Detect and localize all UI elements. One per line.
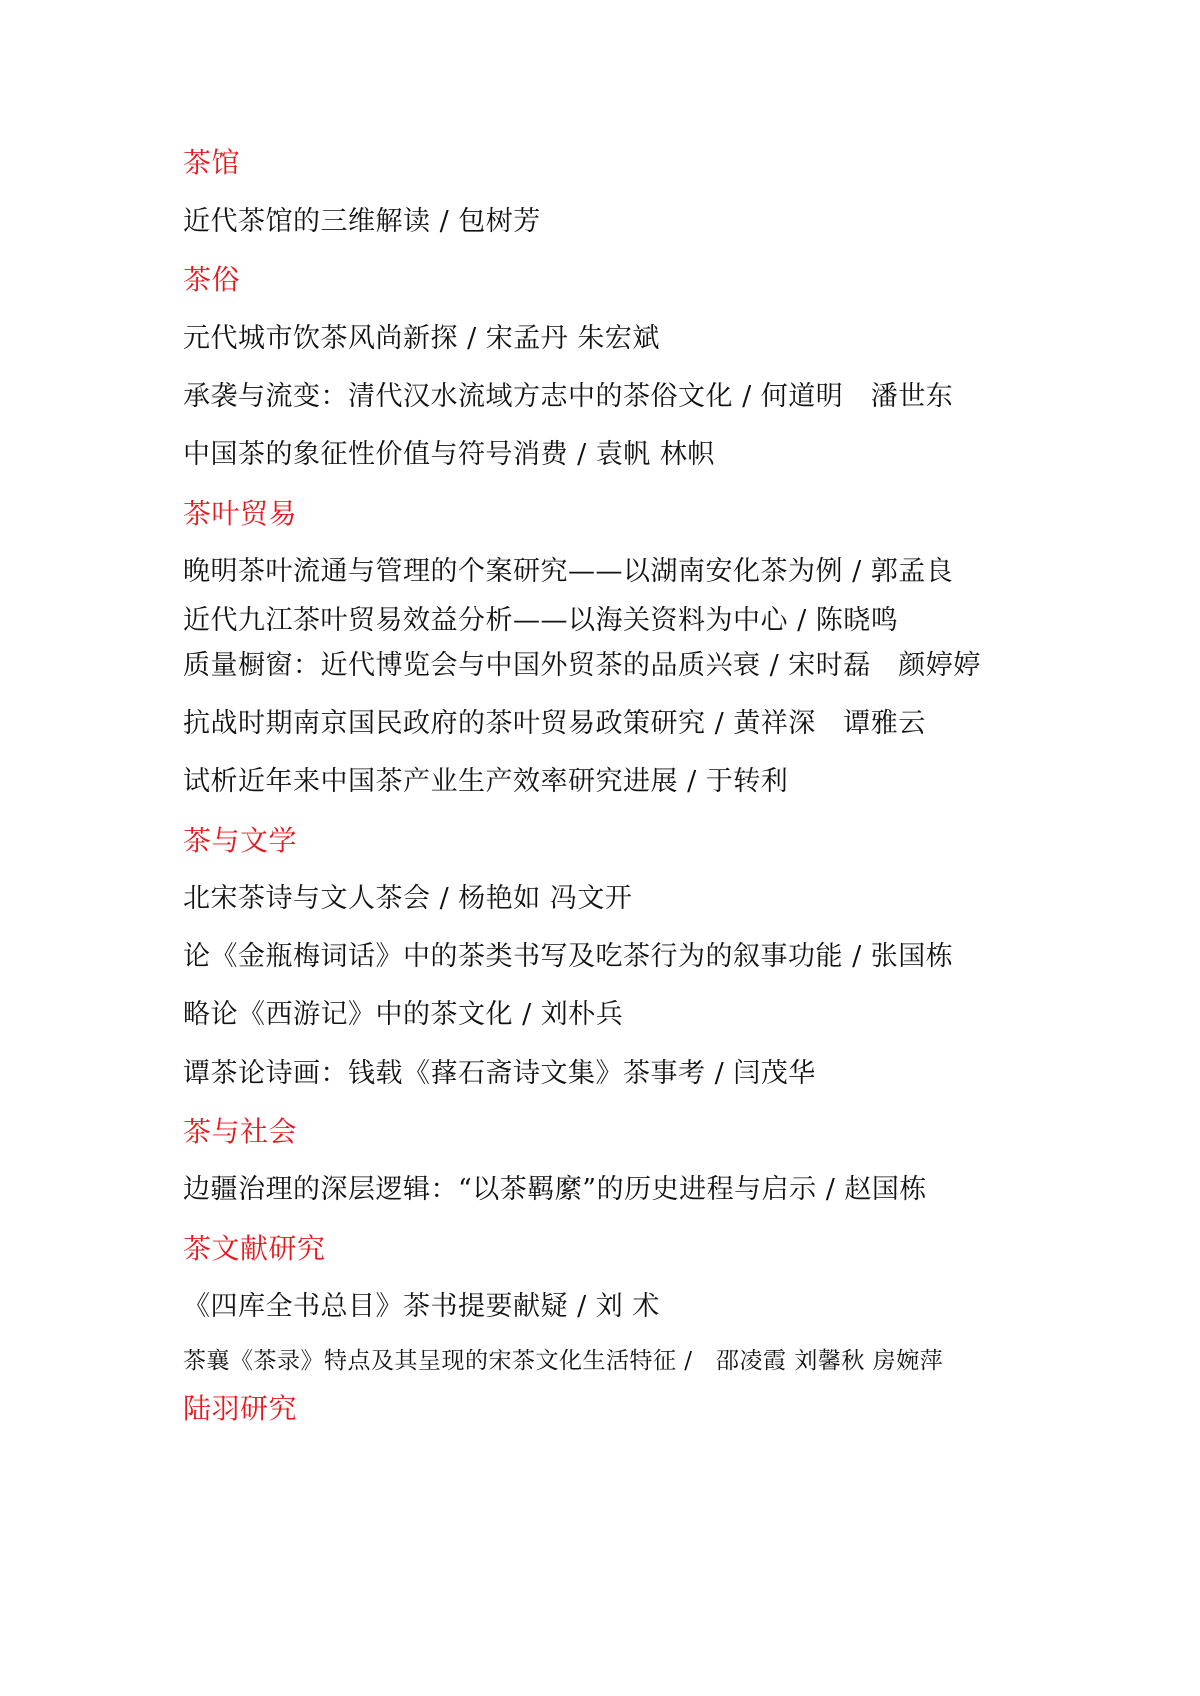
toc-entry: 北宋茶诗与文人茶会 / 杨艳如 冯文开: [183, 883, 633, 914]
section-title-tea-literature-research: 茶文献研究: [183, 1232, 326, 1265]
toc-entry: 略论《西游记》中的茶文化 / 刘朴兵: [183, 999, 624, 1030]
toc-entry: 晚明茶叶流通与管理的个案研究——以湖南安化茶为例 / 郭孟良: [183, 556, 954, 587]
section-title-tea-customs: 茶俗: [183, 263, 241, 296]
toc-entry: 谭茶论诗画：钱载《萚石斋诗文集》茶事考 / 闫茂华: [183, 1058, 816, 1089]
toc-entry: 近代茶馆的三维解读 / 包树芳: [183, 206, 541, 237]
toc-entry: 茶襄《茶录》特点及其呈现的宋茶文化生活特征 / 邵凌霞 刘馨秋 房婉萍: [183, 1348, 944, 1374]
toc-entry: 《四库全书总目》茶书提要献疑 / 刘 术: [183, 1291, 660, 1322]
toc-entry: 抗战时期南京国民政府的茶叶贸易政策研究 / 黄祥深 谭雅云: [183, 708, 926, 739]
toc-entry: 承袭与流变：清代汉水流域方志中的茶俗文化 / 何道明 潘世东: [183, 381, 954, 412]
section-title-tea-literature: 茶与文学: [183, 824, 298, 857]
section-title-tea-trade: 茶叶贸易: [183, 497, 298, 530]
toc-entry: 中国茶的象征性价值与符号消费 / 袁帆 林帜: [183, 439, 715, 470]
toc-entry: 试析近年来中国茶产业生产效率研究进展 / 于转利: [183, 766, 789, 797]
section-title-tea-society: 茶与社会: [183, 1115, 298, 1148]
toc-entry: 论《金瓶梅词话》中的茶类书写及吃茶行为的叙事功能 / 张国栋: [183, 941, 954, 972]
toc-entry: 质量橱窗：近代博览会与中国外贸茶的品质兴衰 / 宋时磊 颜婷婷: [183, 650, 981, 681]
toc-entry: 近代九江茶叶贸易效益分析——以海关资料为中心 / 陈晓鸣: [183, 605, 899, 636]
toc-entry: 边疆治理的深层逻辑：“以茶羁縻”的历史进程与启示 / 赵国栋: [183, 1174, 927, 1205]
toc-entry: 元代城市饮茶风尚新探 / 宋孟丹 朱宏斌: [183, 323, 660, 354]
section-title-tea-house: 茶馆: [183, 146, 241, 179]
section-title-lu-yu-research: 陆羽研究: [183, 1392, 298, 1425]
